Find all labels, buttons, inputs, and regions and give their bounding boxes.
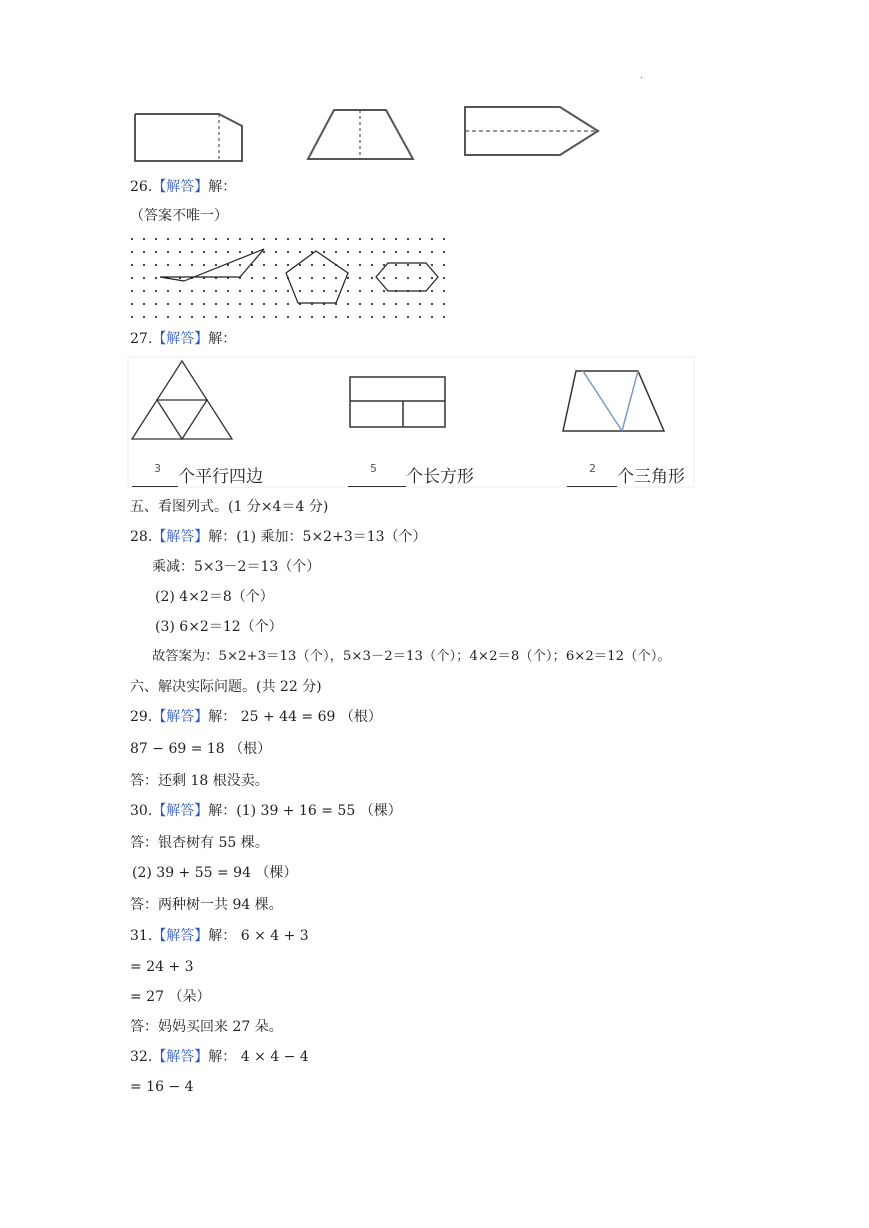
grid-dot [227, 316, 229, 318]
grid-dot [131, 303, 133, 305]
grid-dot [251, 316, 253, 318]
grid-dot [275, 264, 277, 266]
grid-dot [287, 316, 289, 318]
grid-dot [407, 238, 409, 240]
grid-dot [203, 264, 205, 266]
q26-answer-tag: 【解答】 [152, 179, 209, 195]
q32-number: 32. [130, 1049, 153, 1065]
q31-line-3: = 27 （朵） [130, 989, 211, 1005]
grid-dot [251, 290, 253, 292]
grid-dot [419, 316, 421, 318]
grid-dot [419, 238, 421, 240]
grid-dot [419, 303, 421, 305]
q30-line-2: (2) 39 + 55 = 94 （棵） [132, 865, 298, 881]
grid-dot [143, 251, 145, 253]
grid-dot [383, 264, 385, 266]
grid-dot [155, 316, 157, 318]
q31-answer-tag: 【解答】 [152, 928, 209, 944]
q27-label-3 [567, 462, 685, 487]
q27-lead: 解： [208, 331, 237, 347]
grid-dot [227, 290, 229, 292]
q29-text-1: 解： 25 + 44 = 69 （根） [208, 709, 382, 725]
grid-dot [167, 251, 169, 253]
grid-dot [347, 316, 349, 318]
grid-dot [371, 264, 373, 266]
grid-dot [215, 290, 217, 292]
q27-count-3: 2 [589, 462, 596, 475]
q30-number: 30. [130, 803, 153, 819]
grid-dot [155, 251, 157, 253]
grid-dot [407, 316, 409, 318]
grid-dot [215, 303, 217, 305]
grid-dot [287, 251, 289, 253]
grid-dot [311, 290, 313, 292]
q32-text-1: 解： 4 × 4 − 4 [208, 1049, 309, 1065]
q27-label-text-1: 个平行四边 [178, 467, 263, 487]
q27-label-2 [348, 462, 474, 487]
grid-dot [143, 316, 145, 318]
grid-dot [179, 251, 181, 253]
grid-dot [143, 290, 145, 292]
header-dot: · [640, 73, 644, 84]
grid-dot [323, 238, 325, 240]
grid-dot [167, 303, 169, 305]
grid-dot [311, 277, 313, 279]
shape-rect-with-bevel [135, 114, 242, 161]
grid-dot [431, 277, 433, 279]
q31-line-1 [130, 927, 309, 945]
grid-dot [431, 238, 433, 240]
grid-dot [443, 238, 445, 240]
q27-blank-1 [132, 462, 178, 487]
grid-dot [299, 264, 301, 266]
grid-dot [155, 303, 157, 305]
grid-dot [155, 238, 157, 240]
grid-dot [407, 277, 409, 279]
grid-dot [179, 238, 181, 240]
grid-dot [251, 303, 253, 305]
grid-dot [311, 264, 313, 266]
grid-dot [263, 316, 265, 318]
q30-answer-2: 答：两种树一共 94 棵。 [130, 897, 283, 913]
grid-dot [311, 238, 313, 240]
grid-dot [347, 264, 349, 266]
q28-line-1 [130, 528, 427, 546]
grid-dot [143, 303, 145, 305]
grid-dot [155, 290, 157, 292]
grid-dot [203, 303, 205, 305]
q28-answer-tag: 【解答】 [152, 529, 209, 545]
grid-dot [371, 290, 373, 292]
shape-arrow-pentagon [465, 107, 598, 155]
q26-number: 26. [130, 179, 153, 195]
grid-dot [215, 238, 217, 240]
grid-dot [203, 316, 205, 318]
q28-line-4: (3) 6×2＝12（个） [155, 619, 283, 635]
grid-dot [371, 316, 373, 318]
grid-dot [191, 290, 193, 292]
grid-dot [395, 316, 397, 318]
q31-line-2: = 24 + 3 [130, 959, 194, 975]
q29-answer: 答：还剩 18 根没卖。 [130, 773, 269, 789]
q31-answer: 答：妈妈买回来 27 朵。 [130, 1019, 283, 1035]
grid-dot [239, 264, 241, 266]
grid-dot [383, 303, 385, 305]
grid-dot [443, 316, 445, 318]
grid-dot [215, 316, 217, 318]
grid-dot [263, 251, 265, 253]
grid-dot [431, 264, 433, 266]
grid-dot [263, 264, 265, 266]
grid-dot [431, 303, 433, 305]
section-5-heading: 五、看图列式。(1 分×4＝4 分) [130, 499, 329, 515]
grid-dot [335, 251, 337, 253]
grid-dot [383, 277, 385, 279]
grid-dot [191, 238, 193, 240]
grid-dot [275, 316, 277, 318]
grid-dot [395, 264, 397, 266]
q27-header [130, 330, 236, 348]
q26-dot-grid-figure [126, 233, 462, 323]
grid-dot [395, 238, 397, 240]
q27-blank-3 [567, 462, 617, 487]
grid-dot [359, 251, 361, 253]
grid-dot [419, 264, 421, 266]
grid-dot [383, 316, 385, 318]
grid-dot [203, 238, 205, 240]
grid-dot [167, 264, 169, 266]
grid-dot [287, 303, 289, 305]
grid-dot [239, 290, 241, 292]
q30-line-1 [130, 802, 402, 820]
grid-dot [263, 290, 265, 292]
q32-line-2: = 16 − 4 [130, 1079, 194, 1095]
shape-trapezoid-split [308, 110, 413, 159]
grid-dot [431, 316, 433, 318]
q28-line-5: 故答案为：5×2+3＝13（个），5×3－2＝13（个）；4×2＝8（个）；6×2＝12（个）。 [152, 649, 671, 664]
grid-dot [371, 251, 373, 253]
grid-dot [311, 316, 313, 318]
grid-dot [131, 264, 133, 266]
q26-lead: 解： [208, 179, 237, 195]
grid-dot [179, 290, 181, 292]
grid-dot [335, 316, 337, 318]
grid-dot [407, 251, 409, 253]
grid-dot [215, 251, 217, 253]
q27-number: 27. [130, 331, 153, 347]
grid-dot [203, 251, 205, 253]
q27-count-1: 3 [154, 462, 161, 475]
drawn-pentagon [286, 251, 348, 303]
grid-dot [299, 316, 301, 318]
drawn-hexagon [376, 263, 438, 291]
grid-dot [371, 277, 373, 279]
q30-answer-tag: 【解答】 [152, 803, 209, 819]
grid-dot [263, 277, 265, 279]
grid-dot [335, 290, 337, 292]
grid-dot [191, 264, 193, 266]
grid-dot [395, 303, 397, 305]
grid-dot [167, 238, 169, 240]
grid-dot [215, 264, 217, 266]
grid-dot [251, 251, 253, 253]
grid-dot [347, 290, 349, 292]
q32-answer-tag: 【解答】 [152, 1049, 209, 1065]
grid-dot [299, 277, 301, 279]
grid-dot [287, 238, 289, 240]
grid-dot [383, 238, 385, 240]
grid-dot [191, 316, 193, 318]
grid-dot [299, 238, 301, 240]
grid-dot [323, 316, 325, 318]
grid-dot [131, 251, 133, 253]
q30-text-1: 解：(1) 39 + 16 = 55 （棵） [208, 803, 402, 819]
grid-dot [263, 303, 265, 305]
grid-dot [179, 303, 181, 305]
grid-dot [191, 251, 193, 253]
grid-dot [431, 251, 433, 253]
grid-dot [359, 316, 361, 318]
grid-dot [347, 277, 349, 279]
grid-dot [251, 238, 253, 240]
grid-dot [431, 290, 433, 292]
q29-line-2: 87 − 69 = 18 （根） [130, 741, 272, 757]
q26-header [130, 178, 236, 196]
grid-dot [227, 251, 229, 253]
q27-blank-2 [348, 462, 406, 487]
q28-text-1: 解：(1) 乘加：5×2+3＝13（个） [208, 529, 427, 545]
grid-dot [275, 251, 277, 253]
grid-dot [347, 238, 349, 240]
grid-dot [227, 238, 229, 240]
grid-dot [143, 238, 145, 240]
grid-dot [179, 316, 181, 318]
grid-dot [143, 264, 145, 266]
grid-dot [407, 264, 409, 266]
grid-dot [239, 238, 241, 240]
grid-dot [131, 316, 133, 318]
grid-dot [227, 303, 229, 305]
grid-dot [443, 251, 445, 253]
grid-dot [131, 290, 133, 292]
q27-answer-tag: 【解答】 [152, 331, 209, 347]
grid-dot [443, 277, 445, 279]
grid-dot [287, 290, 289, 292]
grid-dot [179, 264, 181, 266]
grid-dot [155, 264, 157, 266]
q29-number: 29. [130, 709, 153, 725]
grid-dot [203, 290, 205, 292]
q28-line-2: 乘减：5×3－2＝13（个） [152, 559, 321, 575]
grid-dot [371, 303, 373, 305]
q28-line-3: (2) 4×2＝8（个） [155, 589, 274, 605]
grid-dot [131, 277, 133, 279]
grid-dot [443, 264, 445, 266]
q27-label-text-2: 个长方形 [406, 467, 474, 487]
grid-dot [395, 277, 397, 279]
grid-dot [167, 290, 169, 292]
grid-dot [359, 303, 361, 305]
q27-count-2: 5 [370, 462, 377, 475]
grid-dot [275, 303, 277, 305]
q29-answer-tag: 【解答】 [152, 709, 209, 725]
grid-dot [419, 277, 421, 279]
grid-dot [359, 277, 361, 279]
grid-dot [395, 251, 397, 253]
grid-dot [143, 277, 145, 279]
grid-dot [131, 238, 133, 240]
grid-dot [323, 251, 325, 253]
section-6-heading: 六、解决实际问题。(共 22 分) [130, 679, 322, 695]
grid-dot [443, 303, 445, 305]
q30-answer-1: 答：银杏树有 55 棵。 [130, 835, 269, 851]
grid-dot [275, 238, 277, 240]
grid-dot [263, 238, 265, 240]
grid-dot [347, 251, 349, 253]
grid-dot [275, 290, 277, 292]
q25-shapes-figure [130, 104, 610, 166]
grid-dot [299, 251, 301, 253]
grid-dot [287, 264, 289, 266]
grid-dot [407, 303, 409, 305]
q27-label-text-3: 个三角形 [617, 467, 685, 487]
q26-note: （答案不唯一） [130, 208, 228, 224]
grid-dot [167, 316, 169, 318]
grid-dot [323, 277, 325, 279]
grid-dot [335, 238, 337, 240]
grid-dot [347, 303, 349, 305]
q32-line-1 [130, 1048, 309, 1066]
grid-dot [251, 277, 253, 279]
grid-dot [383, 290, 385, 292]
grid-dot [371, 238, 373, 240]
grid-dot [191, 303, 193, 305]
grid-dot [239, 316, 241, 318]
grid-dot [335, 277, 337, 279]
grid-dot [359, 264, 361, 266]
grid-dot [359, 290, 361, 292]
grid-dot [275, 277, 277, 279]
q29-line-1 [130, 708, 382, 726]
grid-dot [155, 277, 157, 279]
grid-dot [383, 251, 385, 253]
grid-dot [359, 238, 361, 240]
q28-number: 28. [130, 529, 153, 545]
drawn-parallelogram [160, 249, 264, 281]
grid-dot [443, 290, 445, 292]
grid-dot [239, 251, 241, 253]
q27-label-1 [132, 462, 263, 487]
grid-dot [419, 251, 421, 253]
grid-dot [299, 290, 301, 292]
q31-text-1: 解： 6 × 4 + 3 [208, 928, 309, 944]
grid-dot [323, 264, 325, 266]
q31-number: 31. [130, 928, 153, 944]
grid-dot [323, 290, 325, 292]
grid-dot [239, 303, 241, 305]
